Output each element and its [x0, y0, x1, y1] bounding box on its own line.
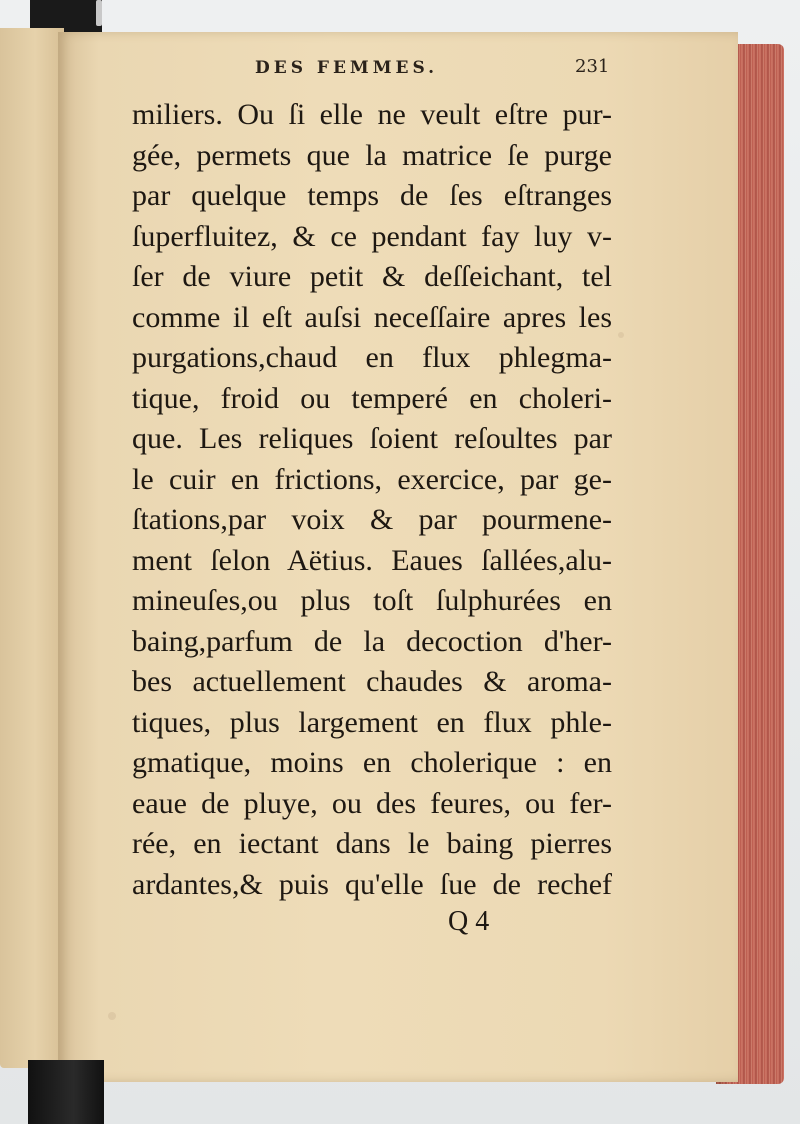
text-line: ſuperfluitez, & ce pendant fay luy v-	[132, 219, 612, 253]
paper-spot	[618, 332, 624, 338]
signature-mark: Q 4	[448, 906, 490, 937]
text-line: bes actuellement chaudes & aroma-	[132, 665, 612, 698]
text-line: tiques, plus largement en flux phle-	[132, 705, 612, 739]
text-line: miliers. Ou ſi elle ne veult eſtre pur-	[132, 98, 612, 131]
text-line: baing,parfum de la decoction d'her-	[132, 624, 612, 658]
text-line: comme il eſt auſsi neceſſaire apres les	[132, 300, 612, 334]
paper-spot	[108, 1012, 116, 1020]
text-line: le cuir en frictions, exercice, par ge-	[132, 462, 612, 496]
text-line: gée, permets que la matrice ſe purge	[132, 138, 612, 172]
text-line: ſtations,par voix & par pourmene-	[132, 503, 612, 536]
text-line: ſer de viure petit & deſſeichant, tel	[132, 260, 612, 293]
bookmark-pin	[96, 0, 102, 26]
text-line: tique, froid ou temperé en choleri-	[132, 381, 612, 415]
text-line: eaue de pluye, ou des feures, ou fer-	[132, 786, 612, 820]
text-line: mineuſes,ou plus toſt ſulphurées en	[132, 584, 612, 617]
text-line: par quelque temps de ſes eſtranges	[132, 179, 612, 212]
text-line: rée, en iectant dans le baing pierres	[132, 827, 612, 860]
text-line: ment ſelon Aëtius. Eaues ſallées,alu-	[132, 543, 612, 577]
body-text	[132, 95, 612, 905]
text-line: ardantes,& puis qu'elle ſue de rechef	[132, 867, 612, 901]
text-line: purgations,chaud en flux phlegma-	[132, 341, 612, 374]
facing-page-edge	[0, 28, 64, 1068]
page-number: 231	[575, 56, 610, 77]
running-head: DES FEMMES.	[255, 58, 439, 78]
binding-strip-bottom	[28, 1060, 104, 1124]
text-line: gmatique, moins en cholerique : en	[132, 746, 612, 779]
text-line: que. Les reliques ſoient reſoultes par	[132, 422, 612, 455]
